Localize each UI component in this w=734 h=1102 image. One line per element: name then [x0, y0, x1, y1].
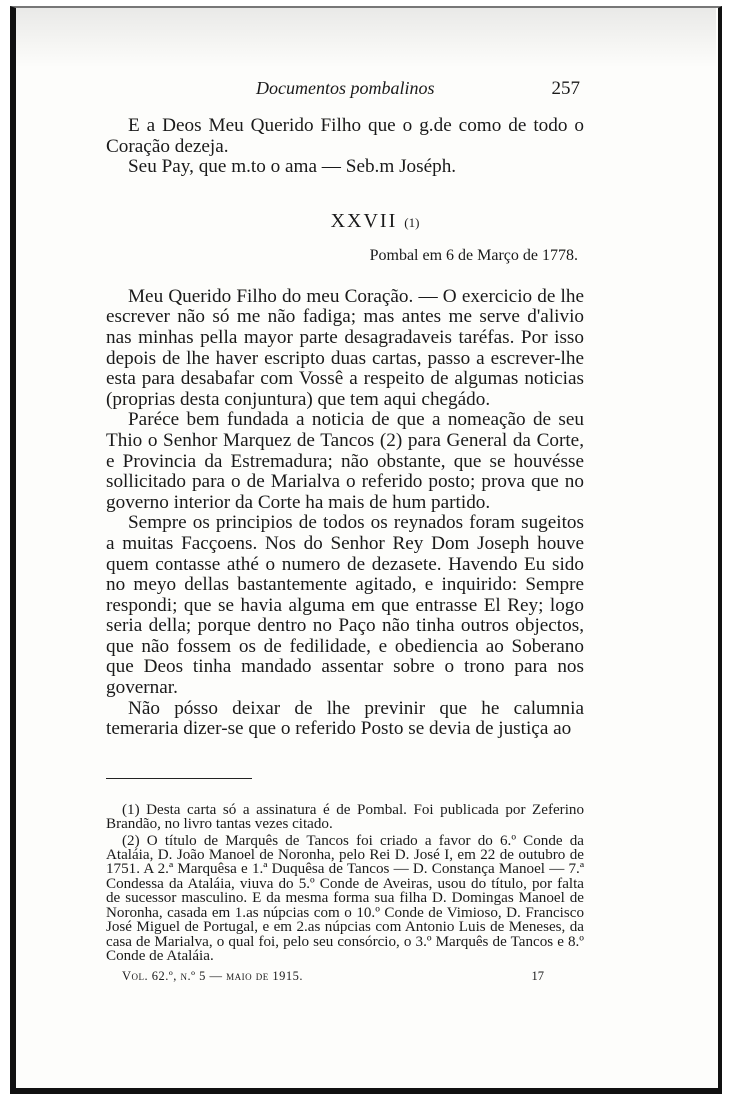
sheet-number: 17 — [531, 969, 544, 984]
closing-signature: Seu Pay, que m.to o ama — Seb.m Joséph. — [128, 156, 457, 178]
footnote: (2) O título de Marquês de Tancos foi criado a favor do 6.º Conde da Ataláia, D. João Manoel de Noronha, pelo Rei D. José I, em 22 de outubro de 1751. A 2.ª Marquêsa e 1.ª Duquêsa de Tancos — D. Constança Manoel — 7.ª Condessa da Ataláia, viuva do 5.º Conde de Aveiras, usou do título, por falta de sucessor masculino. E da mesma forma sua filha D. Domingas Manoel de Noronha, casada em 1.as núpcias com o 10.º Conde de Vimioso, D. Francisco José Miguel de Portugal, e em 2.as núpcias com Antonio Luis de Meneses, da casa de Marialva, o qual foi, pelo seu consórcio, o 3.º Marquês de Tancos e 8.º Conde de Ataláia. — [106, 832, 584, 964]
letter-body — [106, 287, 584, 740]
closing-block — [106, 116, 584, 178]
document-page — [106, 78, 584, 989]
footnote-reference: (1) — [404, 214, 420, 230]
letter-paragraph: Meu Querido Filho do meu Coração. — O exercicio de lhe escrever não só me não fadiga; mas antes me serve d'alivio nas minhas pella mayor parte desagradaveis taréfas. Por isso depois de lhe haver escripto duas cartas, passo a escrever-lhe esta para desabafar com Vossê a respeito de algumas noticias (proprias desta conjuntura) que tem aqui chegádo. — [106, 285, 584, 410]
page-footer — [106, 969, 584, 989]
volume-signature: Vol. 62.º, n.º 5 — maio de 1915. — [122, 969, 304, 984]
letter-paragraph: Parécе bem fundada a noticia de que a nomeação de seu Thio o Senhor Marquez de Tancos (2) para General da Corte, e Provincia da Estremadura; não obstante, que se houvésse sollicitado para o de Marialva o referido posto; prova que no governo interior da Corte ha mais de hum partido. — [106, 409, 584, 513]
letter-dateline: Pombal em 6 de Março de 1778. — [369, 246, 578, 264]
scan-shadow — [16, 8, 716, 68]
footnote-divider — [106, 778, 252, 779]
running-title: Documentos pombalinos — [256, 78, 435, 98]
letter-numeral: XXVII — [330, 209, 398, 232]
letter-number-heading — [166, 210, 584, 233]
running-header — [106, 78, 584, 108]
footnote: (1) Desta carta só a assinatura é de Pombal. Foi publicada por Zeferino Brandão, no livro tantas vezes citado. — [106, 801, 584, 833]
closing-line: E a Deos Meu Querido Filho que o g.de como de todo o Coração dezeja. — [106, 115, 584, 157]
letter-paragraph: Sempre os principios de todos os reynados foram sugeitos a muitas Facçoens. Nos do Senhor Rey Dom Joseph houve quem contasse athé o numero de dezasete. Havendo Eu sido no meyo dellas bastantemente agitado, e inquirido: Sempre respondi; que se havia alguma em que entrasse El Rey; logo seria della; porque dentro no Paço não tinha outros objectos, que não fossem os de fedilidade, e obediencia ao Soberano que Deos tinha mandado assentar sobre o trono para nos governar. — [106, 512, 584, 699]
page-number: 257 — [551, 78, 580, 99]
footnotes — [106, 803, 584, 963]
letter-paragraph: Não pósso deixar de lhe previnir que he calumnia temeraria dizer-se que o referido Posto se devia de justiça ao — [106, 697, 584, 740]
